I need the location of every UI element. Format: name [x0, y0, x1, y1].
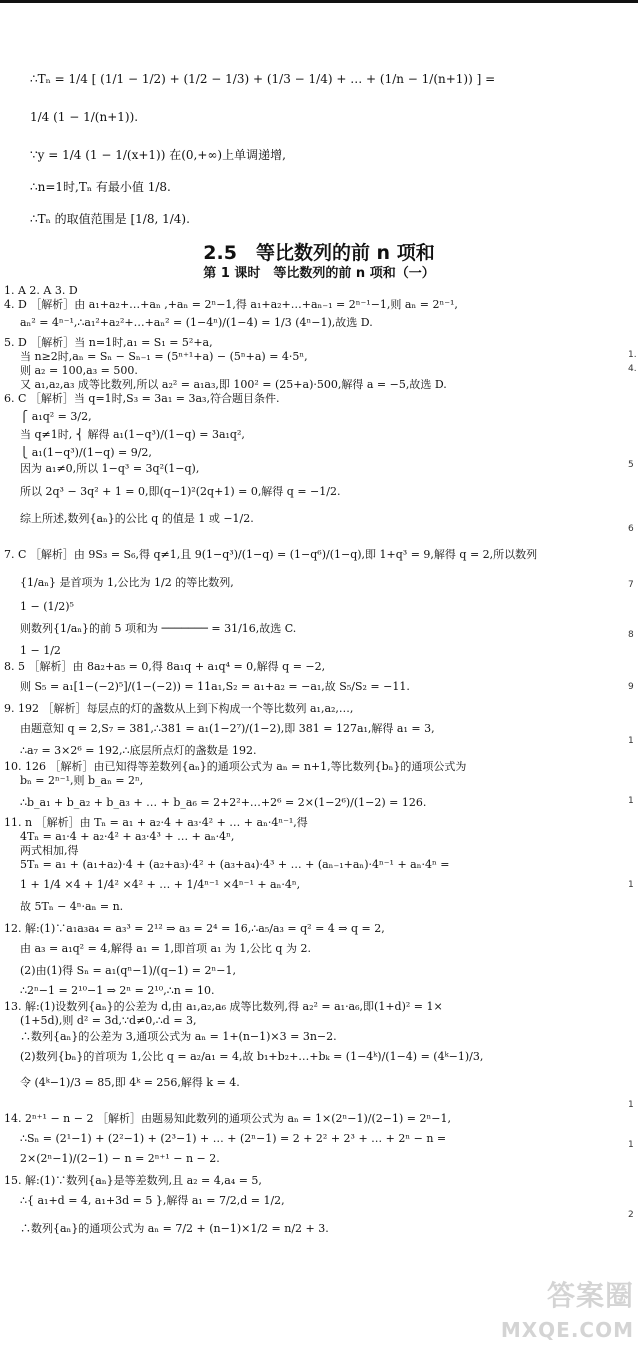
answer-line: 则 a₂ = 100,a₃ = 500. [20, 364, 138, 377]
answer-line: 故 5Tₙ − 4ⁿ·aₙ = n. [20, 900, 124, 913]
edge-mark: 1 [628, 880, 634, 890]
prev-solution-line-3: ∵y = 1/4 (1 − 1/(x+1)) 在(0,+∞)上单调递增, [30, 148, 286, 162]
edge-mark: 7 [628, 580, 634, 590]
answer-line: ∴b_a₁ + b_a₂ + b_a₃ + … + b_a₆ = 2+2²+…+2⁶ = 2×(1−2⁶)/(1−2) = 126. [20, 796, 427, 809]
edge-mark: 1 [628, 796, 634, 806]
edge-mark: 2 [628, 1210, 634, 1220]
answer-line: 1 − 1/2 [20, 644, 61, 657]
prev-solution-line-2: 1/4 (1 − 1/(n+1)). [30, 110, 139, 124]
answer-line: 8. 5 ［解析］由 8a₂+a₅ = 0,得 8a₁q + a₁q⁴ = 0,解得 q = −2, [4, 660, 326, 673]
answer-line: 5. D ［解析］当 n=1时,a₁ = S₁ = 5²+a, [4, 336, 213, 349]
answer-line: 1 − (1/2)⁵ [20, 600, 74, 613]
answer-line: ∴{ a₁+d = 4, a₁+3d = 5 },解得 a₁ = 7/2,d = 1/2, [20, 1194, 285, 1207]
answer-line: 6. C ［解析］当 q=1时,S₃ = 3a₁ = 3a₃,符合题目条件. [4, 392, 280, 405]
edge-mark: 1 [628, 736, 634, 746]
answer-line: (2)数列{bₙ}的首项为 1,公比 q = a₂/a₁ = 4,故 b₁+b₂+…+bₖ = (1−4ᵏ)/(1−4) = (4ᵏ−1)/3, [20, 1050, 484, 1063]
answer-line: ∴Sₙ = (2¹−1) + (2²−1) + (2³−1) + … + (2ⁿ−1) = 2 + 2² + 2³ + … + 2ⁿ − n = [20, 1132, 447, 1145]
answer-line: 10. 126 ［解析］由已知得等差数列{aₙ}的通项公式为 aₙ = n+1,等比数列{bₙ}的通项公式为 [4, 760, 467, 773]
prev-solution-line-1: ∴Tₙ = 1/4 [ (1/1 − 1/2) + (1/2 − 1/3) + (1/3 − 1/4) + … + (1/n − 1/(n+1)) ] = [30, 72, 496, 86]
answer-line: ∴a₇ = 3×2⁶ = 192,∴底层所点灯的盏数是 192. [20, 744, 257, 757]
answer-line: 4. D ［解析］由 a₁+a₂+…+aₙ ,+aₙ = 2ⁿ−1,得 a₁+a₂+…+aₙ₋₁ = 2ⁿ⁻¹−1,则 aₙ = 2ⁿ⁻¹, [4, 298, 458, 311]
answer-line: (1+5d),则 d² = 3d,∵d≠0,∴d = 3, [20, 1014, 197, 1027]
answer-line: 4Tₙ = a₁·4 + a₂·4² + a₃·4³ + … + aₙ·4ⁿ, [20, 830, 235, 843]
answer-line: ∴2ⁿ−1 = 2¹⁰−1 ⇒ 2ⁿ = 2¹⁰,∴n = 10. [20, 984, 215, 997]
edge-mark: 1 [628, 1100, 634, 1110]
answer-line: ∴数列{aₙ}的通项公式为 aₙ = 7/2 + (n−1)×1/2 = n/2 + 3. [20, 1222, 329, 1235]
answer-line: ⎩ a₁(1−q³)/(1−q) = 9/2, [20, 446, 152, 459]
answer-line: 则数列{1/aₙ}的前 5 项和为 ─────── = 31/16,故选 C. [20, 622, 297, 635]
answer-line: 又 a₁,a₂,a₃ 成等比数列,所以 a₂² = a₁a₃,即 100² = (25+a)·500,解得 a = −5,故选 D. [20, 378, 447, 391]
edge-mark: 1 [628, 1140, 634, 1150]
edge-mark: 8 [628, 630, 634, 640]
answer-line: 所以 2q³ − 3q² + 1 = 0,即(q−1)²(2q+1) = 0,解得 q = −1/2. [20, 485, 341, 498]
answer-line: 13. 解:(1)设数列{aₙ}的公差为 d,由 a₁,a₂,a₆ 成等比数列,得 a₂² = a₁·a₆,即(1+d)² = 1× [4, 1000, 443, 1013]
answer-line: 12. 解:(1)∵a₁a₃a₄ = a₃³ = 2¹² ⇒ a₃ = 2⁴ = 16,∴a₅/a₃ = q² = 4 ⇒ q = 2, [4, 922, 385, 935]
answer-line: 两式相加,得 [20, 844, 79, 857]
edge-mark: 9 [628, 682, 634, 692]
watermark-url: MXQE.COM [500, 1318, 634, 1342]
answer-line: (2)由(1)得 Sₙ = a₁(qⁿ−1)/(q−1) = 2ⁿ−1, [20, 964, 236, 977]
prev-solution-line-5: ∴Tₙ 的取值范围是 [1/8, 1/4). [30, 212, 190, 226]
answer-line: 令 (4ᵏ−1)/3 = 85,即 4ᵏ = 256,解得 k = 4. [20, 1076, 240, 1089]
answer-line: 由题意知 q = 2,S₇ = 381,∴381 = a₁(1−2⁷)/(1−2),即 381 = 127a₁,解得 a₁ = 3, [20, 722, 435, 735]
answer-line: 11. n ［解析］由 Tₙ = a₁ + a₂·4 + a₃·4² + … + aₙ·4ⁿ⁻¹,得 [4, 816, 308, 829]
answer-line: {1/aₙ} 是首项为 1,公比为 1/2 的等比数列, [20, 576, 234, 589]
answer-line: 14. 2ⁿ⁺¹ − n − 2 ［解析］由题易知此数列的通项公式为 aₙ = 1×(2ⁿ−1)/(2−1) = 2ⁿ−1, [4, 1112, 451, 1125]
answer-line: ⎧ a₁q² = 3/2, [20, 410, 92, 423]
edge-mark: 5 [628, 460, 634, 470]
answer-line: 5Tₙ = a₁ + (a₁+a₂)·4 + (a₂+a₃)·4² + (a₃+a₄)·4³ + … + (aₙ₋₁+aₙ)·4ⁿ⁻¹ + aₙ·4ⁿ = [20, 858, 450, 871]
answer-line: 2×(2ⁿ−1)/(2−1) − n = 2ⁿ⁺¹ − n − 2. [20, 1152, 220, 1165]
answer-line: 由 a₃ = a₁q² = 4,解得 a₁ = 1,即首项 a₁ 为 1,公比 q 为 2. [20, 942, 311, 955]
answer-line: aₙ² = 4ⁿ⁻¹,∴a₁²+a₂²+…+aₙ² = (1−4ⁿ)/(1−4) = 1/3 (4ⁿ−1),故选 D. [20, 316, 373, 329]
lesson-title: 第 1 课时 等比数列的前 n 项和（一） [203, 266, 435, 281]
answer-line: 1 + 1/4 ×4 + 1/4² ×4² + … + 1/4ⁿ⁻¹ ×4ⁿ⁻¹ + aₙ·4ⁿ, [20, 878, 301, 891]
section-title: 2.5 等比数列的前 n 项和 [203, 242, 435, 264]
answer-line: 15. 解:(1)∵数列{aₙ}是等差数列,且 a₂ = 4,a₄ = 5, [4, 1174, 262, 1187]
answer-line: ∴数列{aₙ}的公差为 3,通项公式为 aₙ = 1+(n−1)×3 = 3n−2. [20, 1030, 337, 1043]
edge-mark: 1. [628, 350, 637, 360]
answer-line: 则 S₅ = a₁[1−(−2)⁵]/(1−(−2)) = 11a₁,S₂ = a₁+a₂ = −a₁,故 S₅/S₂ = −11. [20, 680, 410, 693]
edge-mark: 4. [628, 364, 637, 374]
answer-line: 综上所述,数列{aₙ}的公比 q 的值是 1 或 −1/2. [20, 512, 254, 525]
edge-mark: 6 [628, 524, 634, 534]
answer-line: bₙ = 2ⁿ⁻¹,则 b_aₙ = 2ⁿ, [20, 774, 144, 787]
answer-line: 9. 192 ［解析］每层点的灯的盏数从上到下构成一个等比数列 a₁,a₂,…, [4, 702, 354, 715]
answer-line: 1. A 2. A 3. D [4, 284, 78, 297]
answer-line: 7. C ［解析］由 9S₃ = S₆,得 q≠1,且 9(1−q³)/(1−q) = (1−q⁶)/(1−q),即 1+q³ = 9,解得 q = 2,所以数列 [4, 548, 538, 561]
answer-line: 因为 a₁≠0,所以 1−q³ = 3q²(1−q), [20, 462, 200, 475]
watermark-logo: 答案圈 [546, 1279, 634, 1312]
prev-solution-line-4: ∴n=1时,Tₙ 有最小值 1/8. [30, 180, 171, 194]
answer-line: 当 n≥2时,aₙ = Sₙ − Sₙ₋₁ = (5ⁿ⁺¹+a) − (5ⁿ+a) = 4·5ⁿ, [20, 350, 308, 363]
answer-line: 当 q≠1时, ⎨ 解得 a₁(1−q³)/(1−q) = 3a₁q², [20, 428, 245, 441]
